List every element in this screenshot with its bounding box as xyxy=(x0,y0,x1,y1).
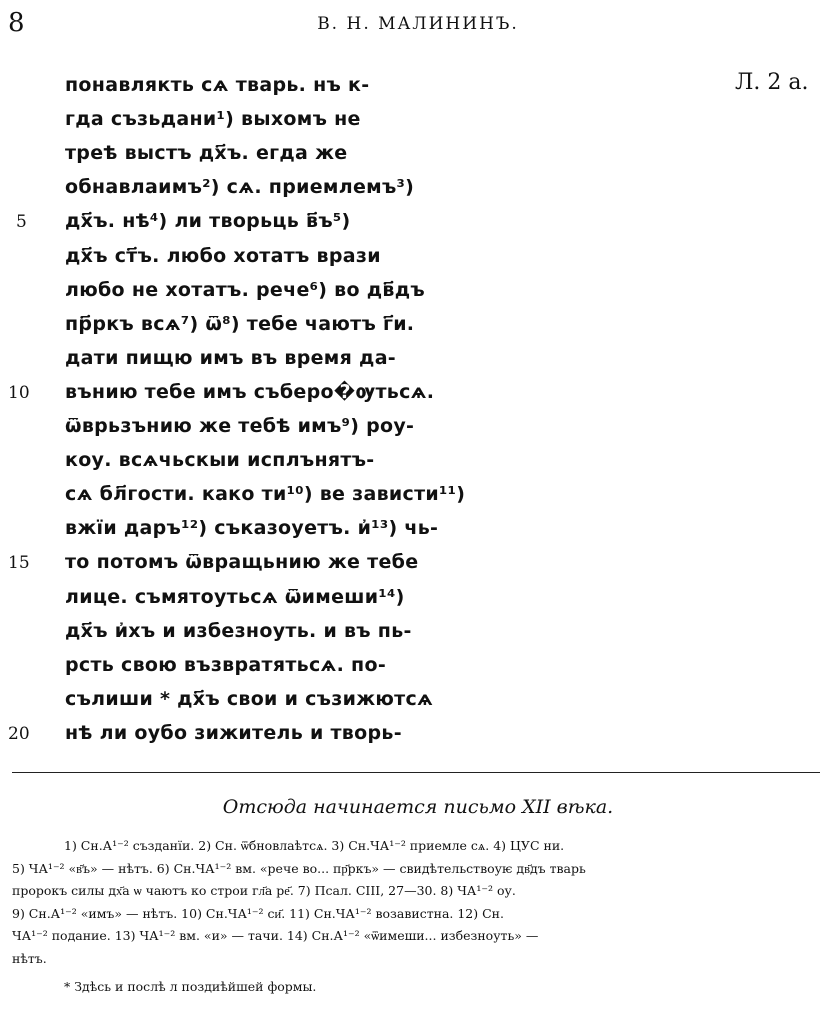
text-line: ѿврьзънию же тебѣ имъ⁹) роу- xyxy=(65,415,415,437)
line-number: 15 xyxy=(8,553,30,574)
text-line: нѣ ли оубо зижитель и творь- xyxy=(65,721,402,744)
text-line: дх҃ъ ст҃ъ. любо хотатъ врази xyxy=(65,244,381,267)
footnote-line: 9) Сн.А¹⁻² «имъ» — нѣтъ. 10) Сн.ЧА¹⁻² си҃. 11) Сн.ЧА¹⁻² возавистна. 12) Сн. xyxy=(12,905,504,921)
text-line: сѧ бл҃гости. како ти¹⁰) ве зависти¹¹) xyxy=(65,483,466,506)
footnote-line: ЧА¹⁻² подание. 13) ЧА¹⁻² вм. «и» — тачи. 14) Сн.А¹⁻² «ѿимеши... избезноуть» — xyxy=(12,928,539,943)
text-line: дх҃ъ и҆хъ и избезноуть. и въ пь- xyxy=(65,619,412,642)
footnote-line: 5) ЧА¹⁻² «в҃ъ» — нѣтъ. 6) Сн.ЧА¹⁻² вм. «рече во... пр҃ркъ» — свидѣтельствоуѥ дв҃дъ тварь xyxy=(12,860,586,876)
footnotes-heading: Отсюда начинается письмо XII вѣка. xyxy=(222,796,614,818)
text-line: треѣ выстъ дх҃ъ. егда же xyxy=(65,142,348,165)
running-head: В. Н. МАЛИНИНЪ. xyxy=(317,14,519,34)
footnote-line: 1) Сн.А¹⁻² създанїи. 2) Сн. ѿбновлаѣтсѧ. 3) Сн.ЧА¹⁻² приемле сѧ. 4) ЦУС ни. xyxy=(64,838,565,853)
leaf-reference: Л. 2 а. xyxy=(735,70,809,95)
page-number: 8 xyxy=(8,8,25,38)
text-line: вънию тебе имъ съберо�ѹтьсѧ. xyxy=(65,380,435,403)
text-line: сълиши * дх҃ъ свои и съзижютсѧ xyxy=(65,687,434,710)
text-line: дати пищю имъ въ время да- xyxy=(65,346,396,369)
footnote-rule xyxy=(12,772,820,773)
text-line: коу. всѧчьскыи исплънятъ- xyxy=(65,449,375,472)
text-line: любо не хотатъ. рече⁶) во дв҃дъ xyxy=(65,278,425,301)
text-line: гда съзьдани¹) выхомъ не xyxy=(65,108,361,131)
footnote-line: пророкъ силы дх҃а ѡ чаютъ ко строи гл҃а ре҃. 7) Псал. CIII, 27—30. 8) ЧА¹⁻² оу. xyxy=(12,883,516,898)
line-number: 10 xyxy=(8,382,30,403)
line-number: 20 xyxy=(8,723,30,744)
text-line: вжїи даръ¹²) съказоуетъ. и҆¹³) чь- xyxy=(65,517,439,540)
text-line: то потомъ ѿвращьнию же тебе xyxy=(65,551,419,574)
line-number: 5 xyxy=(16,212,27,233)
text-line: лице. съмятоутьсѧ ѿимеши¹⁴) xyxy=(65,585,405,608)
text-line: рсть свою възвратятьсѧ. по- xyxy=(65,653,387,676)
footnote-line: нѣтъ. xyxy=(12,950,47,966)
text-line: пр҃ркъ всѧ⁷) ѿ⁸) тебе чаютъ г҃и. xyxy=(65,312,415,335)
footnote-note: * Здѣсь и послѣ л поздиѣйшей формы. xyxy=(64,979,317,994)
text-line: обнавлаимъ²) сѧ. приемлемъ³) xyxy=(65,176,415,199)
text-line: понавлякть сѧ тварь. нъ к- xyxy=(65,74,370,96)
text-line: дх҃ъ. нѣ⁴) ли творьць в҃ъ⁵) xyxy=(65,210,351,233)
